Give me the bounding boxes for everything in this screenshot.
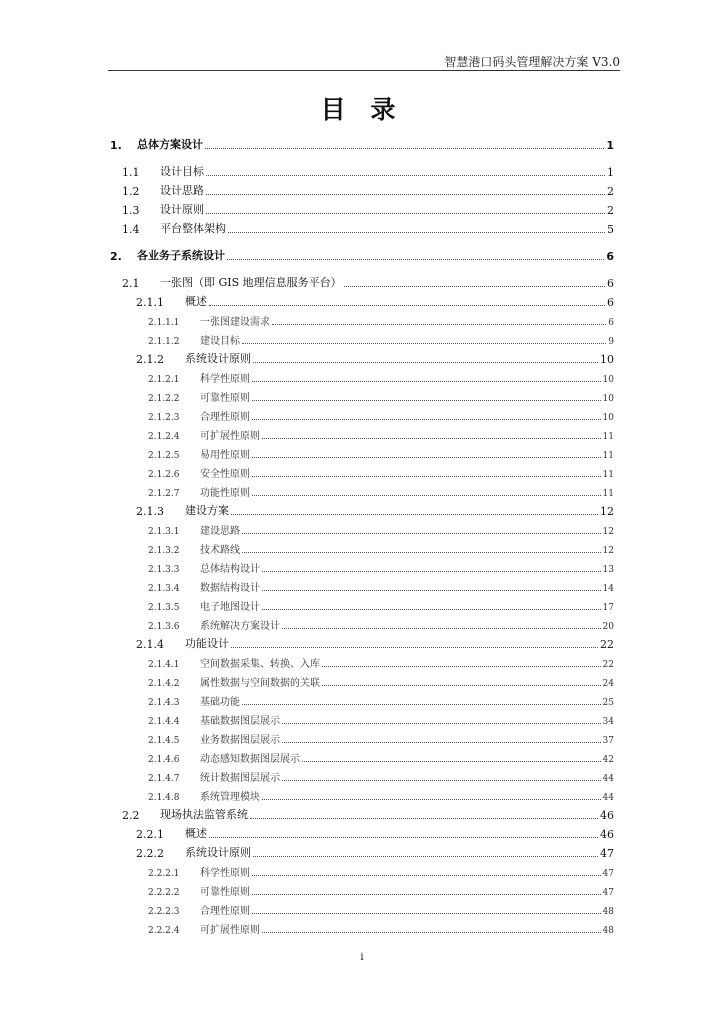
- toc-entry[interactable]: [0, 201, 724, 217]
- toc-entry-page: 11: [602, 432, 614, 442]
- toc-entry-number: 2.1.3.6: [148, 622, 180, 632]
- toc-entry[interactable]: [0, 597, 724, 613]
- toc-entry[interactable]: [0, 312, 724, 328]
- toc-entry-page: 42: [602, 755, 614, 765]
- toc-entry[interactable]: [0, 749, 724, 765]
- toc-entry-number: 2.1: [122, 277, 140, 290]
- toc-entry-number: 2.1.3.3: [148, 565, 180, 575]
- toc-entry[interactable]: [0, 635, 724, 651]
- toc-entry-label: 系统设计原则: [185, 846, 251, 859]
- toc-entry-label: 设计目标: [160, 165, 204, 178]
- toc-leader-dots: [282, 741, 601, 743]
- toc-entry-page: 34: [602, 717, 614, 727]
- toc-entry-label: 动态感知数据图层展示: [200, 754, 300, 765]
- toc-entry-label: 可靠性原则: [200, 393, 250, 404]
- toc-entry-label: 一张图建设需求: [200, 317, 270, 328]
- toc-entry-page: 10: [602, 394, 614, 404]
- toc-leader-dots: [206, 193, 605, 195]
- toc-entry-number: 2.1.4.3: [148, 698, 180, 708]
- toc-leader-dots: [205, 147, 604, 149]
- toc-entry-page: 48: [602, 926, 614, 936]
- toc-entry-number: 2.2.2: [136, 847, 164, 860]
- toc-leader-dots: [252, 494, 601, 496]
- toc-entry-label: 一张图（即 GIS 地理信息服务平台）: [160, 276, 342, 289]
- toc-entry-page: 17: [602, 603, 614, 613]
- toc-entry-number: 2.2.1: [136, 828, 164, 841]
- toc-entry-number: 2.1.2.4: [148, 432, 180, 442]
- toc-entry-page: 24: [602, 679, 614, 689]
- toc-entry-number: 2.1.2.6: [148, 470, 180, 480]
- toc-entry-page: 46: [600, 809, 614, 822]
- toc-entry-page: 37: [602, 736, 614, 746]
- toc-entry-number: 2.2.2.2: [148, 888, 180, 898]
- toc-entry-number: 2.1.1.2: [148, 337, 180, 347]
- toc-leader-dots: [242, 342, 606, 344]
- toc-entry-page: 10: [602, 413, 614, 423]
- toc-entry-page: 1: [607, 166, 614, 179]
- toc-leader-dots: [252, 380, 601, 382]
- toc-entry-page: 6: [606, 250, 614, 263]
- toc-entry-label: 可扩展性原则: [200, 925, 260, 936]
- toc-entry-number: 1.4: [122, 223, 140, 236]
- toc-entry-number: 2.1.2.2: [148, 394, 180, 404]
- toc-entry[interactable]: [0, 407, 724, 423]
- toc-leader-dots: [252, 912, 601, 914]
- toc-leader-dots: [252, 893, 601, 895]
- toc-entry[interactable]: [0, 331, 724, 347]
- toc-entry-number: 2.1.2.1: [148, 375, 180, 385]
- toc-entry[interactable]: [0, 350, 724, 366]
- toc-entry-page: 47: [600, 847, 614, 860]
- toc-leader-dots: [252, 456, 601, 458]
- toc-entry[interactable]: [0, 502, 724, 518]
- toc-leader-dots: [228, 231, 605, 233]
- toc-entry-number: 2.1.4.5: [148, 736, 180, 746]
- toc-entry-page: 6: [607, 277, 614, 290]
- toc-entry-page: 46: [600, 828, 614, 841]
- toc-entry-page: 48: [602, 907, 614, 917]
- toc-entry-label: 安全性原则: [200, 469, 250, 480]
- page-number: i: [360, 952, 364, 963]
- toc-entry-label: 基础数据图层展示: [200, 716, 280, 727]
- toc-entry[interactable]: [0, 247, 724, 263]
- toc-entry[interactable]: [0, 768, 724, 784]
- toc-entry-label: 属性数据与空间数据的关联: [200, 678, 320, 689]
- toc-entry-number: 2.1.3.1: [148, 527, 180, 537]
- header-rule: [108, 70, 620, 71]
- toc-entry-label: 易用性原则: [200, 450, 250, 461]
- toc-entry-page: 22: [602, 660, 614, 670]
- toc-entry-label: 建设思路: [200, 526, 240, 537]
- toc-entry-number: 1.3: [122, 204, 140, 217]
- toc-leader-dots: [252, 874, 601, 876]
- toc-title: 目 录: [320, 95, 404, 124]
- toc-entry[interactable]: [0, 825, 724, 841]
- toc-entry-page: 10: [602, 375, 614, 385]
- toc-entry[interactable]: [0, 388, 724, 404]
- toc-leader-dots: [262, 589, 601, 591]
- toc-leader-dots: [206, 212, 605, 214]
- toc-entry-label: 系统设计原则: [185, 352, 251, 365]
- toc-entry-number: 2.1.4.6: [148, 755, 180, 765]
- toc-entry-label: 基础功能: [200, 697, 240, 708]
- toc-entry-label: 设计原则: [160, 203, 204, 216]
- toc-leader-dots: [206, 174, 605, 176]
- toc-entry[interactable]: [0, 182, 724, 198]
- toc-entry-label: 技术路线: [200, 545, 240, 556]
- toc-entry-number: 2.1.2: [136, 353, 164, 366]
- toc-entry[interactable]: [0, 920, 724, 936]
- toc-entry-number: 2.: [110, 250, 122, 263]
- toc-entry-page: 47: [602, 869, 614, 879]
- toc-leader-dots: [262, 608, 601, 610]
- toc-leader-dots: [302, 760, 601, 762]
- toc-entry-page: 9: [608, 337, 614, 347]
- toc-entry-page: 5: [607, 223, 614, 236]
- toc-entry-label: 可扩展性原则: [200, 431, 260, 442]
- toc-entry[interactable]: [0, 163, 724, 179]
- toc-entry[interactable]: [0, 426, 724, 442]
- toc-entry-label: 科学性原则: [200, 868, 250, 879]
- toc-entry-page: 6: [607, 296, 614, 309]
- toc-entry[interactable]: [0, 540, 724, 556]
- toc-entry[interactable]: [0, 274, 724, 290]
- toc-entry-page: 11: [602, 470, 614, 480]
- toc-leader-dots: [344, 285, 605, 287]
- toc-entry-page: 2: [607, 185, 614, 198]
- toc-leader-dots: [252, 399, 601, 401]
- toc-entry-page: 14: [602, 584, 614, 594]
- toc-entry[interactable]: [0, 445, 724, 461]
- toc-entry-page: 44: [602, 774, 614, 784]
- toc-entry[interactable]: [0, 293, 724, 309]
- toc-entry[interactable]: [0, 730, 724, 746]
- toc-entry-label: 系统解决方案设计: [200, 621, 280, 632]
- toc-entry-number: 2.1.2.7: [148, 489, 180, 499]
- toc-entry-label: 概述: [185, 827, 207, 840]
- toc-entry[interactable]: [0, 616, 724, 632]
- toc-entry-number: 2.1.4.2: [148, 679, 180, 689]
- toc-entry-label: 电子地图设计: [200, 602, 260, 613]
- toc-entry[interactable]: [0, 844, 724, 860]
- toc-entry[interactable]: [0, 882, 724, 898]
- toc-entry-number: 1.1: [122, 166, 140, 179]
- toc-leader-dots: [282, 627, 601, 629]
- toc-entry-number: 2.1.1.1: [148, 318, 180, 328]
- toc-entry-label: 建设方案: [185, 504, 229, 517]
- toc-entry-label: 可靠性原则: [200, 887, 250, 898]
- toc-entry-number: 2.1.4.8: [148, 793, 180, 803]
- toc-entry[interactable]: [0, 787, 724, 803]
- toc-entry[interactable]: [0, 901, 724, 917]
- toc-entry-page: 25: [602, 698, 614, 708]
- toc-entry[interactable]: [0, 806, 724, 822]
- toc-entry-page: 12: [600, 505, 614, 518]
- toc-entry-number: 2.1.4: [136, 638, 164, 651]
- toc-leader-dots: [209, 836, 598, 838]
- toc-entry-number: 2.1.2.5: [148, 451, 180, 461]
- toc-leader-dots: [231, 646, 598, 648]
- toc-entry-label: 合理性原则: [200, 412, 250, 423]
- toc-entry[interactable]: [0, 521, 724, 537]
- toc-entry-label: 系统管理模块: [200, 792, 260, 803]
- toc-leader-dots: [242, 532, 601, 534]
- toc-entry-number: 2.1.3.2: [148, 546, 180, 556]
- toc-entry-number: 1.2: [122, 185, 140, 198]
- toc-leader-dots: [322, 684, 601, 686]
- toc-entry-page: 11: [602, 451, 614, 461]
- toc-entry-number: 2.1.4.1: [148, 660, 180, 670]
- toc-entry-label: 统计数据图层展示: [200, 773, 280, 784]
- toc-leader-dots: [252, 418, 601, 420]
- toc-entry-label: 空间数据采集、转换、入库: [200, 659, 320, 670]
- toc-entry-page: 11: [602, 489, 614, 499]
- toc-entry-label: 各业务子系统设计: [137, 249, 225, 262]
- toc-leader-dots: [242, 703, 601, 705]
- toc-leader-dots: [253, 855, 598, 857]
- toc-entry-page: 1: [606, 139, 614, 152]
- toc-entry-number: 2.1.2.3: [148, 413, 180, 423]
- toc-entry-label: 总体方案设计: [137, 138, 203, 151]
- toc-entry-page: 22: [600, 638, 614, 651]
- toc-entry[interactable]: [0, 220, 724, 236]
- toc-leader-dots: [250, 817, 598, 819]
- toc-entry[interactable]: [0, 483, 724, 499]
- toc-leader-dots: [322, 665, 601, 667]
- toc-entry[interactable]: [0, 559, 724, 575]
- toc-entry-page: 10: [600, 353, 614, 366]
- toc-entry-number: 2.1.4.7: [148, 774, 180, 784]
- toc-entry[interactable]: [0, 654, 724, 670]
- toc-entry-page: 12: [602, 546, 614, 556]
- toc-entry[interactable]: [0, 711, 724, 727]
- toc-entry-label: 建设目标: [200, 336, 240, 347]
- toc-leader-dots: [272, 323, 606, 325]
- toc-entry-page: 2: [607, 204, 614, 217]
- toc-entry-page: 20: [602, 622, 614, 632]
- toc-leader-dots: [253, 361, 598, 363]
- running-header: 智慧港口码头管理解决方案 V3.0: [444, 55, 620, 69]
- toc-entry-page: 47: [602, 888, 614, 898]
- toc-entry[interactable]: [0, 464, 724, 480]
- toc-entry[interactable]: [0, 578, 724, 594]
- toc-entry-page: 12: [602, 527, 614, 537]
- toc-entry-number: 2.1.3: [136, 505, 164, 518]
- toc-entry[interactable]: [0, 673, 724, 689]
- toc-leader-dots: [282, 722, 601, 724]
- toc-entry-number: 2.1.4.4: [148, 717, 180, 727]
- toc-entry-label: 业务数据图层展示: [200, 735, 280, 746]
- toc-leader-dots: [262, 931, 601, 933]
- toc-entry-number: 2.2.2.1: [148, 869, 180, 879]
- toc-entry-number: 2.1.3.5: [148, 603, 180, 613]
- toc-entry-label: 总体结构设计: [200, 564, 260, 575]
- toc-entry-page: 6: [608, 318, 614, 328]
- toc-entry-label: 概述: [185, 295, 207, 308]
- toc-entry-label: 功能性原则: [200, 488, 250, 499]
- toc-entry-label: 功能设计: [185, 637, 229, 650]
- toc-entry[interactable]: [0, 136, 724, 152]
- toc-entry-page: 13: [602, 565, 614, 575]
- toc-entry-number: 2.1.1: [136, 296, 164, 309]
- toc-entry-number: 1.: [110, 139, 122, 152]
- toc-leader-dots: [242, 551, 601, 553]
- toc-entry-page: 44: [602, 793, 614, 803]
- toc-leader-dots: [209, 304, 605, 306]
- toc-entry-label: 合理性原则: [200, 906, 250, 917]
- toc-leader-dots: [262, 437, 601, 439]
- toc-entry[interactable]: [0, 692, 724, 708]
- toc-entry[interactable]: [0, 369, 724, 385]
- toc-entry-number: 2.2: [122, 809, 140, 822]
- toc-leader-dots: [231, 513, 598, 515]
- toc-entry-label: 现场执法监管系统: [160, 808, 248, 821]
- toc-leader-dots: [252, 475, 601, 477]
- toc-entry[interactable]: [0, 863, 724, 879]
- toc-leader-dots: [262, 798, 601, 800]
- toc-entry-label: 平台整体架构: [160, 222, 226, 235]
- toc-leader-dots: [282, 779, 601, 781]
- toc-entry-number: 2.2.2.3: [148, 907, 180, 917]
- toc-entry-number: 2.1.3.4: [148, 584, 180, 594]
- toc-entry-number: 2.2.2.4: [148, 926, 180, 936]
- toc-entry-label: 设计思路: [160, 184, 204, 197]
- toc-leader-dots: [262, 570, 601, 572]
- toc-entry-label: 科学性原则: [200, 374, 250, 385]
- toc-leader-dots: [227, 258, 604, 260]
- toc-entry-label: 数据结构设计: [200, 583, 260, 594]
